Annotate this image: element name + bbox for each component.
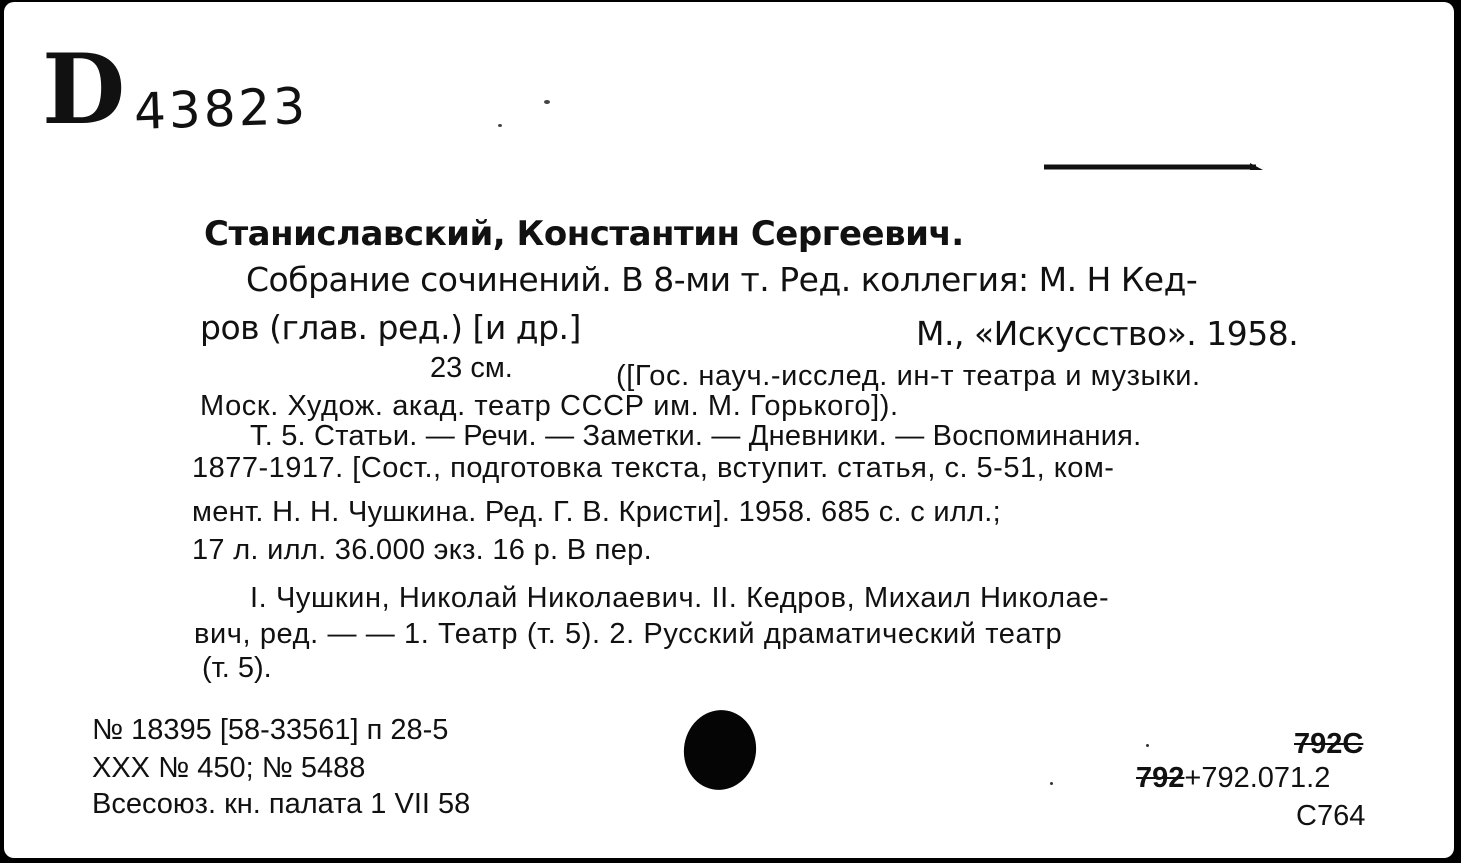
- chamber-stamp: Всесоюз. кн. палата 1 VII 58: [92, 788, 471, 820]
- record-number: № 18395 [58-33561] п 28-5: [92, 714, 449, 746]
- author-heading: Станиславский, Константин Сергеевич.: [204, 214, 964, 254]
- batch-number: XXX № 450; № 5488: [92, 752, 366, 784]
- series-line-1: ([Гос. науч.-исслед. ин-т театра и музыки.: [616, 360, 1201, 392]
- call-number-letter: D: [42, 33, 126, 146]
- imprint: М., «Искусство». 1958.: [916, 314, 1299, 353]
- title-line-2a: ров (глав. ред.) [и др.]: [200, 308, 581, 347]
- punched-hole: [678, 704, 763, 795]
- volume-line-2: 1877-1917. [Сост., подготовка текста, вступит. статья, с. 5-51, ком-: [192, 452, 1115, 484]
- class-number-struck-prefix: 792: [1136, 762, 1185, 794]
- ink-speck: [1146, 744, 1149, 747]
- tracing-line-3: (т. 5).: [202, 652, 272, 684]
- dimensions: 23 см.: [430, 352, 513, 384]
- title-line-1: Собрание сочинений. В 8-ми т. Ред. коллегия: М. Н Кед-: [246, 260, 1198, 299]
- ink-speck: [498, 124, 502, 127]
- author-mark: С764: [1296, 800, 1366, 832]
- series-line-2: Моск. Худож. акад. театр СССР им. М. Горького]).: [200, 390, 899, 422]
- volume-line-3: мент. Н. Н. Чушкина. Ред. Г. В. Кристи]. 1958. 685 с. с илл.;: [192, 496, 1002, 528]
- volume-line-4: 17 л. илл. 36.000 экз. 16 р. В пер.: [192, 534, 652, 566]
- tracing-line-1: I. Чушкин, Николай Николаевич. II. Кедров, Михаил Николае-: [250, 582, 1110, 614]
- class-number-struck: 792C: [1294, 728, 1364, 760]
- class-number-line: [1136, 762, 1330, 795]
- volume-line-1: Т. 5. Статьи. — Речи. — Заметки. — Дневники. — Воспоминания.: [250, 420, 1142, 452]
- call-number-handwritten: 43823: [133, 76, 310, 142]
- ink-speck: [1050, 782, 1053, 785]
- ink-speck: [544, 100, 550, 104]
- class-number: +792.071.2: [1184, 762, 1331, 794]
- arrow-mark-icon: [1044, 162, 1264, 172]
- tracing-line-2: вич, ред. — — 1. Театр (т. 5). 2. Русский драматический театр: [194, 618, 1063, 650]
- catalog-card: [4, 2, 1454, 858]
